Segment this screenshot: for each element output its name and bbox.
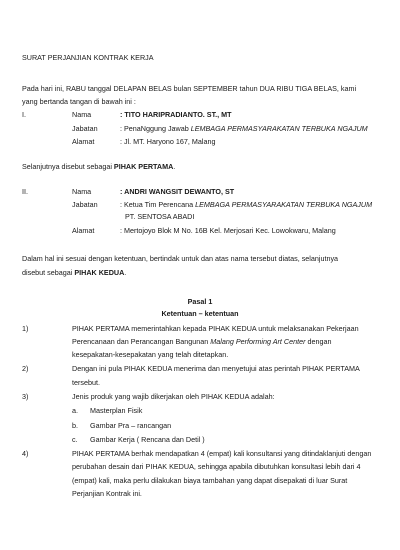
- party1-number: I.: [22, 110, 26, 119]
- party2-alamat-value: : Mertojoyo Blok M No. 16B Kel. Merjosari Kec. Lowokwaru, Malang: [120, 226, 336, 235]
- agreement-line-2: [22, 268, 126, 277]
- pasal-heading: Pasal 1: [187, 297, 213, 306]
- item-1-line-3: kesepakatan-kesepakatan yang telah ditetapkan.: [72, 350, 229, 359]
- item-3-number: 3): [22, 392, 29, 401]
- item-1-line-2-suffix: dengan: [305, 337, 332, 346]
- party1-jabatan-prefix: : PenaNggung Jawab: [120, 124, 191, 133]
- agreement-line-2-prefix: disebut sebagai: [22, 268, 75, 277]
- agreement-line-2-suffix: .: [124, 268, 127, 277]
- sub-item-b: Gambar Pra – rancangan: [90, 421, 172, 430]
- party1-referred-prefix: Selanjutnya disebut sebagai: [22, 162, 114, 171]
- party1-alamat-value: : Jl. MT. Haryono 167, Malang: [120, 137, 216, 146]
- item-1-line-1: PIHAK PERTAMA memerintahkan kepada PIHAK KEDUA untuk melaksanakan Pekerjaan: [72, 324, 359, 333]
- item-4-line-4: Perjanjian Kontrak ini.: [72, 489, 142, 498]
- party1-referred-role: PIHAK PERTAMA: [113, 162, 174, 171]
- item-4-line-3: (empat) kali, maka perlu dilakukan biaya tambahan yang dapat disepakati di luar Surat: [72, 476, 348, 485]
- party1-referred-suffix: .: [173, 162, 176, 171]
- agreement-role: PIHAK KEDUA: [74, 268, 125, 277]
- item-2-line-2: tersebut.: [72, 378, 100, 387]
- item-1-number: 1): [22, 324, 29, 333]
- sub-item-a: Masterplan Fisik: [90, 406, 143, 415]
- party1-jabatan-institution: LEMBAGA PERMASYARAKATAN TERBUKA NGAJUM: [190, 124, 368, 133]
- party1-alamat-label: Alamat: [72, 137, 95, 146]
- party2-jabatan-institution: LEMBAGA PERMASYARAKATAN TERBUKA NGAJUM: [195, 200, 373, 209]
- item-1-line-2-prefix: Perencanaan dan Perancangan Bangunan: [72, 337, 211, 346]
- party2-jabatan-prefix: : Ketua Tim Perencana: [120, 200, 196, 209]
- document-title: SURAT PERJANJIAN KONTRAK KERJA: [22, 53, 154, 62]
- party2-jabatan-company: PT. SENTOSA ABADI: [125, 212, 195, 221]
- party2-jabatan-value: [120, 200, 372, 209]
- item-1-line-2: [72, 337, 331, 346]
- sub-item-c: Gambar Kerja ( Rencana dan Detil ): [90, 435, 205, 444]
- pasal-subheading: Ketentuan – ketentuan: [161, 309, 239, 318]
- party2-alamat-label: Alamat: [72, 226, 95, 235]
- sub-item-c-marker: c.: [72, 435, 78, 444]
- item-4-line-2: perubahan desain dari PIHAK KEDUA, sehingga apabila dibutuhkan konsultasi lebih dari 4: [72, 462, 361, 471]
- sub-item-b-marker: b.: [72, 421, 78, 430]
- sub-item-a-marker: a.: [72, 406, 78, 415]
- party1-referred-as: [22, 162, 175, 171]
- item-3-line-1: Jenis produk yang wajib dikerjakan oleh PIHAK KEDUA adalah:: [72, 392, 275, 401]
- party2-name-value: : ANDRI WANGSIT DEWANTO, ST: [120, 187, 235, 196]
- opening-line-1: Pada hari ini, RABU tanggal DELAPAN BELAS bulan SEPTEMBER tahun DUA RIBU TIGA BELAS, kami: [22, 84, 357, 93]
- opening-line-2: yang bertanda tangan di bawah ini :: [22, 97, 136, 106]
- item-4-line-1: PIHAK PERTAMA berhak mendapatkan 4 (empat) kali konsultansi yang ditindaklanjuti dengan: [72, 449, 372, 458]
- item-4-number: 4): [22, 449, 29, 458]
- party1-name-value: : TITO HARIPRADIANTO. ST., MT: [120, 110, 232, 119]
- party2-name-label: Nama: [72, 187, 92, 196]
- party1-jabatan-value: [120, 124, 368, 133]
- party2-number: II.: [22, 187, 28, 196]
- party1-name-label: Nama: [72, 110, 92, 119]
- party2-jabatan-label: Jabatan: [72, 200, 98, 209]
- item-2-line-1: Dengan ini pula PIHAK KEDUA menerima dan menyetujui atas perintah PIHAK PERTAMA: [72, 364, 360, 373]
- item-1-project-name: Malang Performing Art Center: [210, 337, 306, 346]
- agreement-line-1: Dalam hal ini sesuai dengan ketentuan, bertindak untuk dan atas nama tersebut diatas, selanjutnya: [22, 254, 339, 263]
- party1-jabatan-label: Jabatan: [72, 124, 98, 133]
- item-2-number: 2): [22, 364, 29, 373]
